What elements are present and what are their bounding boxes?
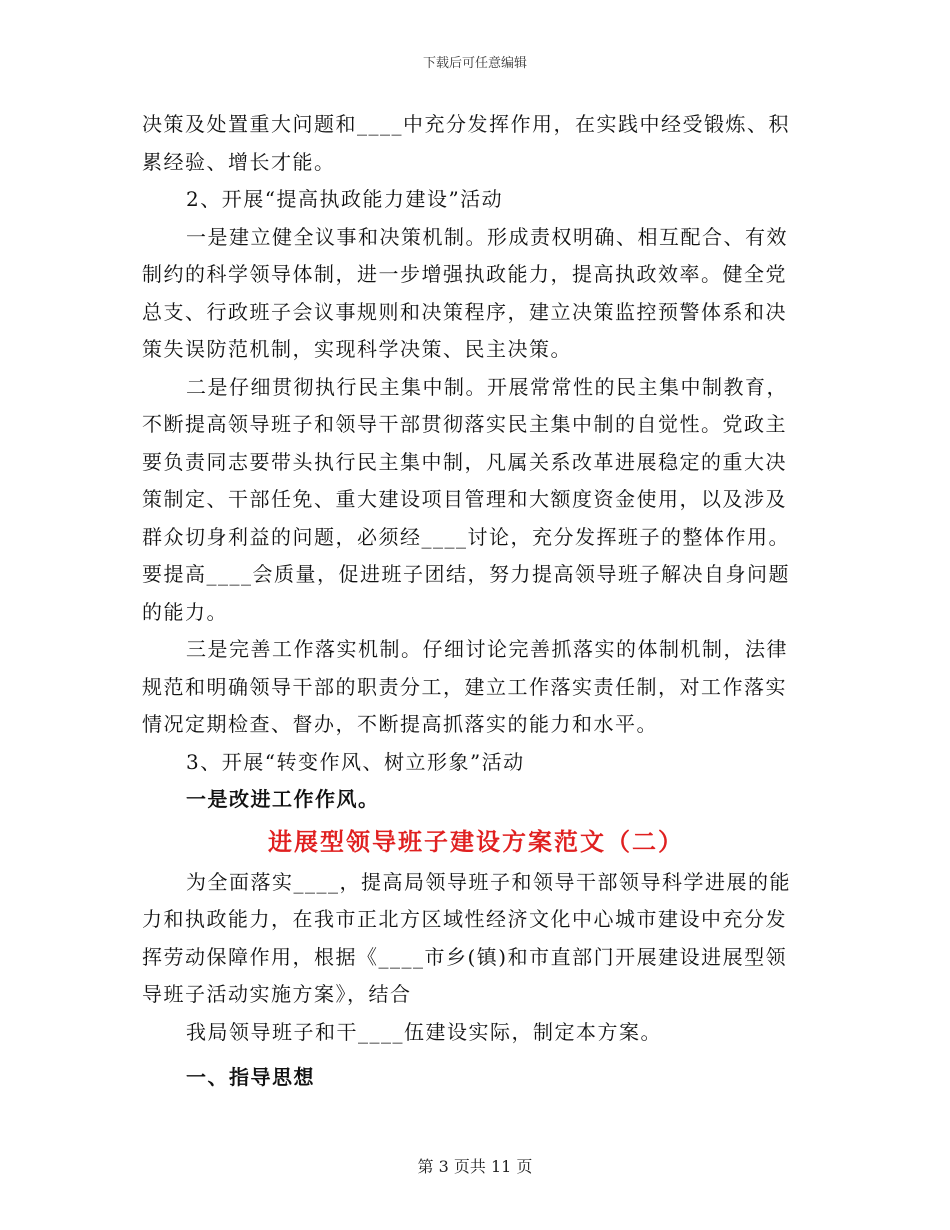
section-heading: 3、开展“转变作风、树立形象”活动 — [186, 749, 525, 774]
text-line: 制约的科学领导体制，进一步增强执政能力，提高执政效率。健全党 — [142, 262, 787, 286]
text-line: 不断提高领导班子和领导干部贯彻落实民主集中制的自觉性。党政主 — [142, 412, 787, 436]
text-line: 群众切身利益的问题，必须经____讨论，充分发挥班子的整体作用。 — [142, 524, 790, 549]
text-line: 挥劳动保障作用，根据《____市乡(镇)和市直部门开展建设进展型领 — [142, 944, 788, 969]
document-body — [142, 106, 810, 1097]
text-line: 情况定期检查、督办，不断提高抓落实的能力和水平。 — [142, 712, 658, 736]
text-line: 三是完善工作落实机制。仔细讨论完善抓落实的体制机制，法律 — [186, 637, 788, 661]
page-header: 下载后可任意编辑 — [422, 56, 527, 71]
text-line: 决策及处置重大问题和____中充分发挥作用，在实践中经受锻炼、积 — [142, 112, 790, 136]
text-line: 策失误防范机制，实现科学决策、民主决策。 — [142, 337, 572, 361]
text-line: 要提高____会质量，促进班子团结，努力提高领导班子解决自身问题 — [142, 562, 790, 586]
text-line: 为全面落实____，提高局领导班子和领导干部领导科学进展的能 — [186, 869, 791, 894]
text-line: 总支、行政班子会议事规则和决策程序，建立决策监控预警体系和决 — [142, 299, 787, 324]
text-line: 我局领导班子和干____伍建设实际，制定本方案。 — [186, 1019, 662, 1044]
text-line: 力和执政能力，在我市正北方区域性经济文化中心城市建设中充分发 — [142, 907, 787, 931]
document-title: 进展型领导班子建设方案范文（二） — [268, 826, 684, 856]
text-line: 一是建立健全议事和决策机制。形成责权明确、相互配合、有效 — [186, 224, 788, 249]
text-line: 累经验、增长才能。 — [142, 149, 336, 174]
text-line: 的能力。 — [142, 599, 228, 624]
bold-heading: 一是改进工作作风。 — [186, 787, 380, 811]
text-line: 规范和明确领导干部的职责分工，建立工作落实责任制，对工作落实 — [142, 674, 787, 699]
bold-heading: 一、指导思想 — [186, 1065, 315, 1089]
text-line: 导班子活动实施方案》，结合 — [142, 982, 412, 1006]
text-line: 策制定、干部任免、重大建设项目管理和大额度资金使用，以及涉及 — [142, 487, 787, 511]
text-line: 要负责同志要带头执行民主集中制，凡属关系改革进展稳定的重大决 — [142, 449, 787, 474]
section-heading: 2、开展“提高执政能力建设”活动 — [186, 187, 504, 211]
page-footer: 第 3 页共 11 页 — [417, 1157, 533, 1176]
text-line: 二是仔细贯彻执行民主集中制。开展常常性的民主集中制教育， — [186, 374, 788, 399]
